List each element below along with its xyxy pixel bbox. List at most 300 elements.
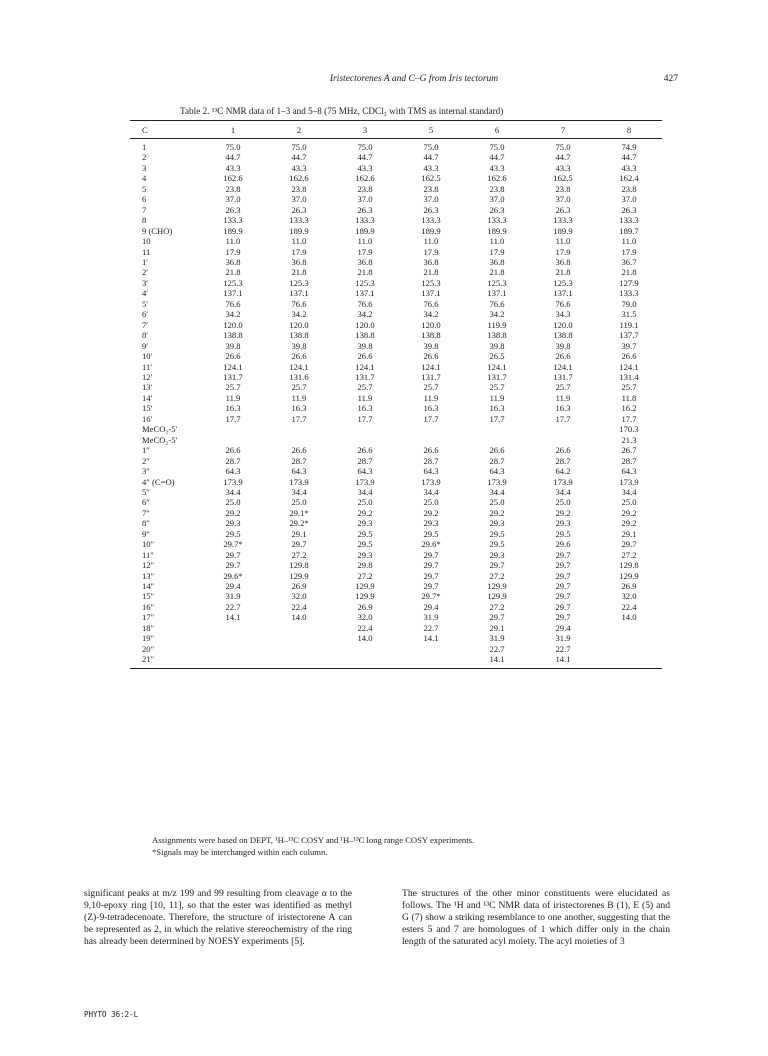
table-footnotes [152, 834, 474, 858]
shift-value: 36.8 [225, 256, 241, 267]
shift-value: 16.3 [423, 403, 439, 414]
shift-value [464, 424, 530, 434]
carbon-label: 6′ [142, 309, 149, 320]
shift-value: 26.3 [489, 204, 505, 215]
carbon-label: MeCO₂-5′ [142, 424, 178, 435]
shift-value: 162.6 [487, 173, 507, 184]
shift-value: 162.5 [421, 173, 441, 184]
shift-value: 29.7 [555, 570, 571, 581]
shift-value: 17.7 [423, 413, 439, 424]
shift-value [596, 623, 662, 633]
shift-value: 137.1 [289, 288, 309, 299]
shift-value: 29.4 [423, 601, 439, 612]
shift-value [266, 633, 332, 643]
shift-value: 64.3 [291, 466, 307, 477]
carbon-label: 13′ [142, 382, 153, 393]
shift-value: 25.7 [621, 382, 637, 393]
shift-value: 133.3 [553, 215, 573, 226]
shift-value: 79.0 [621, 298, 637, 309]
shift-value: 26.3 [357, 204, 373, 215]
shift-value: 29.7 [423, 581, 439, 592]
shift-value: 16.3 [555, 403, 571, 414]
column-header: 5 [428, 124, 434, 135]
shift-value: 17.7 [621, 413, 637, 424]
shift-value: 11.0 [357, 236, 373, 247]
column-header: 8 [626, 124, 632, 135]
shift-value: 27.2 [621, 549, 637, 560]
shift-value: 21.8 [621, 267, 637, 278]
shift-value: 74.9 [621, 142, 637, 152]
shift-value: 21.3 [621, 434, 637, 445]
shift-value: 124.1 [355, 361, 375, 372]
table-bottom-rule [130, 668, 662, 669]
carbon-label: 6″ [142, 497, 150, 508]
shift-value: 34.2 [291, 309, 307, 320]
carbon-label: 16′ [142, 413, 153, 424]
carbon-label: MeCO₂-5′ [142, 434, 178, 445]
carbon-label: 4 [142, 173, 147, 184]
shift-value: 22.4 [621, 601, 637, 612]
shift-value: 26.9 [357, 601, 373, 612]
shift-value: 11.0 [621, 236, 637, 247]
shift-value: 23.8 [357, 183, 373, 194]
carbon-label: 7″ [142, 507, 150, 518]
carbon-label: 5 [142, 183, 147, 194]
shift-value: 29.2 [489, 507, 505, 518]
table-row [130, 320, 662, 330]
shift-value: 29.7* [223, 539, 243, 550]
shift-value: 39.8 [489, 340, 505, 351]
carbon-label: 3″ [142, 466, 150, 477]
shift-value [266, 435, 332, 445]
shift-value: 36.8 [357, 256, 373, 267]
carbon-label: 9 (CHO) [142, 225, 173, 236]
shift-value: 29.7 [291, 539, 307, 550]
carbon-label: 4″ (C=O) [142, 476, 175, 487]
carbon-label: 9″ [142, 528, 150, 539]
body-paragraph-left: significant peaks at m/z 199 and 99 resulting from cleavage α to the 9,10-epoxy ring [10, 11], so that the ester was identified as methyl (Z)-9-tetradecenoate. Therefore, the structure of iristectorene A can be represented as 2, in which the relative stereochemistry of the ring has already been determined by NOESY experiments [5]. [84, 888, 352, 948]
shift-value: 124.1 [421, 361, 441, 372]
table-row [130, 539, 662, 549]
shift-value: 44.7 [423, 152, 439, 163]
shift-value: 29.5 [225, 528, 241, 539]
shift-value: 29.7 [489, 612, 505, 623]
shift-value: 34.2 [489, 309, 505, 320]
shift-value: 131.7 [421, 371, 441, 382]
carbon-label: 21″ [142, 654, 155, 665]
shift-value: 133.3 [421, 215, 441, 226]
shift-value: 44.7 [291, 152, 307, 163]
shift-value: 29.2 [555, 507, 571, 518]
table-row [130, 529, 662, 539]
shift-value: 29.2 [423, 507, 439, 518]
shift-value: 17.9 [555, 246, 571, 257]
shift-value: 29.6* [421, 539, 441, 550]
shift-value: 29.7 [423, 570, 439, 581]
shift-value: 131.6 [289, 371, 309, 382]
column-header: 2 [296, 124, 302, 135]
shift-value: 37.0 [489, 194, 505, 205]
shift-value: 29.1 [489, 622, 505, 633]
shift-value: 31.9 [225, 591, 241, 602]
shift-value: 11.0 [291, 236, 307, 247]
shift-value [596, 633, 662, 643]
table-header-rule [130, 138, 662, 139]
shift-value: 131.7 [223, 371, 243, 382]
shift-value: 14.1 [225, 612, 241, 623]
shift-value: 189.9 [223, 225, 243, 236]
table-row [130, 205, 662, 215]
shift-value: 29.7 [555, 612, 571, 623]
shift-value: 29.7 [225, 549, 241, 560]
shift-value: 138.8 [487, 330, 507, 341]
carbon-label: 6 [142, 194, 147, 205]
shift-value: 189.9 [355, 225, 375, 236]
shift-value: 75.0 [225, 142, 241, 152]
shift-value: 131.4 [619, 371, 639, 382]
shift-value: 29.3 [555, 518, 571, 529]
shift-value: 31.9 [489, 633, 505, 644]
shift-value: 27.2 [489, 570, 505, 581]
carbon-label: 7 [142, 204, 147, 215]
shift-value: 21.8 [291, 267, 307, 278]
shift-value: 37.0 [291, 194, 307, 205]
table-row [130, 267, 662, 277]
table-row [130, 142, 662, 152]
shift-value: 11.9 [423, 392, 439, 403]
table-row [130, 393, 662, 403]
shift-value: 25.0 [555, 497, 571, 508]
shift-value: 26.6 [225, 351, 241, 362]
shift-value [266, 623, 332, 633]
carbon-label: 11″ [142, 549, 154, 560]
shift-value: 43.3 [555, 162, 571, 173]
shift-value: 29.7* [421, 591, 441, 602]
shift-value: 25.7 [423, 382, 439, 393]
shift-value: 11.9 [555, 392, 571, 403]
shift-value: 17.7 [225, 413, 241, 424]
table-row [130, 163, 662, 173]
table-row [130, 560, 662, 570]
shift-value: 37.0 [555, 194, 571, 205]
table-row [130, 362, 662, 372]
shift-value: 37.0 [357, 194, 373, 205]
shift-value: 29.7 [225, 560, 241, 571]
table-row [130, 518, 662, 528]
shift-value [200, 633, 266, 643]
shift-value: 75.0 [555, 142, 571, 152]
shift-value: 137.1 [355, 288, 375, 299]
carbon-label: 18″ [142, 622, 155, 633]
shift-value: 43.3 [291, 162, 307, 173]
shift-value: 22.7 [225, 601, 241, 612]
table-row [130, 247, 662, 257]
shift-value: 14.1 [555, 654, 571, 665]
table-row [130, 299, 662, 309]
shift-value: 44.7 [357, 152, 373, 163]
shift-value: 16.2 [621, 403, 637, 414]
shift-value: 131.7 [553, 371, 573, 382]
shift-value: 34.3 [555, 309, 571, 320]
shift-value: 129.9 [355, 581, 375, 592]
table-row [130, 215, 662, 225]
carbon-label: 1 [142, 142, 147, 152]
shift-value: 16.3 [489, 403, 505, 414]
shift-value: 11.8 [621, 392, 637, 403]
table-row [130, 257, 662, 267]
shift-value: 29.3 [357, 549, 373, 560]
shift-value: 36.8 [291, 256, 307, 267]
table-row [130, 372, 662, 382]
carbon-label: 1″ [142, 445, 150, 456]
shift-value: 17.7 [555, 413, 571, 424]
shift-value: 25.7 [225, 382, 241, 393]
shift-value: 32.0 [621, 591, 637, 602]
shift-value: 29.7 [555, 601, 571, 612]
shift-value: 26.6 [357, 351, 373, 362]
carbon-label: 3′ [142, 277, 149, 288]
body-paragraph-right: The structures of the other minor constituents were elucidated as follows. The ¹H and ¹³C NMR data of iristectorenes B (1), E (5) and G (7) show a striking resemblance to one another, suggesting that the esters 5 and 7 are homologues of 1 which differ only in the chain length of the saturated acyl moiety. The acyl moieties of 3 [402, 888, 670, 948]
shift-value: 14.0 [621, 612, 637, 623]
shift-value: 129.9 [289, 570, 309, 581]
shift-value: 133.3 [487, 215, 507, 226]
shift-value: 29.7 [555, 560, 571, 571]
table-row [130, 623, 662, 633]
carbon-label: 12″ [142, 560, 155, 571]
shift-value: 16.3 [225, 403, 241, 414]
shift-value: 189.9 [421, 225, 441, 236]
shift-value: 29.2* [289, 518, 309, 529]
shift-value: 28.7 [621, 455, 637, 466]
shift-value: 23.8 [621, 183, 637, 194]
carbon-label: 15′ [142, 403, 153, 414]
shift-value: 26.6 [555, 351, 571, 362]
carbon-label: 9′ [142, 340, 149, 351]
shift-value: 23.8 [225, 183, 241, 194]
shift-value: 32.0 [357, 612, 373, 623]
shift-value: 34.4 [555, 486, 571, 497]
shift-value [596, 644, 662, 654]
shift-value [530, 435, 596, 445]
shift-value: 124.1 [487, 361, 507, 372]
footnote-interchange: *Signals may be interchanged within each column. [152, 847, 328, 857]
shift-value: 21.8 [357, 267, 373, 278]
shift-value: 26.6 [291, 445, 307, 456]
carbon-label: 2″ [142, 455, 150, 466]
shift-value: 26.3 [225, 204, 241, 215]
shift-value: 173.9 [355, 476, 375, 487]
shift-value: 75.0 [489, 142, 505, 152]
shift-value: 17.7 [291, 413, 307, 424]
table-row [130, 602, 662, 612]
shift-value: 173.9 [619, 476, 639, 487]
shift-value: 34.2 [225, 309, 241, 320]
shift-value: 25.0 [225, 497, 241, 508]
shift-value: 29.3 [489, 518, 505, 529]
shift-value: 14.0 [291, 612, 307, 623]
shift-value [200, 644, 266, 654]
shift-value: 14.0 [357, 633, 373, 644]
shift-value: 133.3 [619, 288, 639, 299]
shift-value: 11.9 [489, 392, 505, 403]
shift-value: 36.8 [423, 256, 439, 267]
shift-value: 36.7 [621, 256, 637, 267]
shift-value: 120.0 [553, 319, 573, 330]
carbon-label: 14″ [142, 581, 155, 592]
page-number: 427 [663, 74, 678, 84]
carbon-label: 8′ [142, 330, 149, 341]
table-row [130, 309, 662, 319]
shift-value: 76.6 [423, 298, 439, 309]
shift-value: 138.8 [553, 330, 573, 341]
shift-value: 119.1 [619, 319, 639, 330]
table-row [130, 184, 662, 194]
shift-value: 127.9 [619, 277, 639, 288]
table-row [130, 644, 662, 654]
shift-value: 64.3 [621, 466, 637, 477]
table-row [130, 456, 662, 466]
carbon-label: 10″ [142, 539, 155, 550]
shift-value: 29.2 [621, 507, 637, 518]
shift-value: 34.4 [225, 486, 241, 497]
table-header-row [130, 121, 662, 138]
shift-value: 120.0 [421, 319, 441, 330]
shift-value: 39.8 [555, 340, 571, 351]
shift-value: 125.3 [223, 277, 243, 288]
carbon-label: 16″ [142, 601, 155, 612]
shift-value: 25.7 [555, 382, 571, 393]
shift-value: 28.7 [357, 455, 373, 466]
carbon-label: 1′ [142, 256, 149, 267]
shift-value: 64.3 [225, 466, 241, 477]
table-row [130, 654, 662, 664]
shift-value: 34.4 [423, 486, 439, 497]
shift-value: 29.7 [621, 539, 637, 550]
carbon-label: 12′ [142, 371, 153, 382]
shift-value: 11.0 [555, 236, 571, 247]
carbon-label: 2 [142, 152, 147, 163]
shift-value: 43.3 [423, 162, 439, 173]
shift-value: 137.1 [553, 288, 573, 299]
carbon-label: 13″ [142, 570, 155, 581]
shift-value: 25.7 [291, 382, 307, 393]
shift-value: 29.5 [555, 528, 571, 539]
shift-value: 31.9 [555, 633, 571, 644]
shift-value: 124.1 [619, 361, 639, 372]
shift-value: 43.3 [225, 162, 241, 173]
shift-value: 29.8 [357, 560, 373, 571]
shift-value: 28.7 [423, 455, 439, 466]
shift-value: 137.7 [619, 330, 639, 341]
shift-value: 43.3 [621, 162, 637, 173]
shift-value: 28.7 [291, 455, 307, 466]
shift-value: 29.1 [291, 528, 307, 539]
table-row [130, 288, 662, 298]
shift-value: 133.3 [289, 215, 309, 226]
shift-value: 43.3 [357, 162, 373, 173]
shift-value: 29.7 [555, 591, 571, 602]
shift-value [464, 435, 530, 445]
shift-value [200, 623, 266, 633]
shift-value: 37.0 [225, 194, 241, 205]
shift-value: 22.4 [357, 622, 373, 633]
shift-value: 23.8 [555, 183, 571, 194]
shift-value: 11.0 [423, 236, 439, 247]
shift-value: 29.7 [489, 560, 505, 571]
shift-value: 29.5 [489, 528, 505, 539]
shift-value: 17.9 [423, 246, 439, 257]
running-title: Iristectorenes A and C–G from Iris tectorum [329, 74, 499, 84]
shift-value: 162.6 [355, 173, 375, 184]
shift-value: 131.7 [487, 371, 507, 382]
carbon-label: 14′ [142, 392, 153, 403]
shift-value: 39.8 [357, 340, 373, 351]
table-row [130, 477, 662, 487]
shift-value: 125.3 [421, 277, 441, 288]
shift-value: 26.6 [423, 445, 439, 456]
carbon-label: 17″ [142, 612, 155, 623]
table-row [130, 173, 662, 183]
shift-value: 129.8 [619, 560, 639, 571]
shift-value: 44.7 [621, 152, 637, 163]
shift-value: 125.3 [289, 277, 309, 288]
table-row [130, 403, 662, 413]
shift-value: 17.7 [357, 413, 373, 424]
carbon-label: 10′ [142, 351, 153, 362]
shift-value: 22.7 [555, 643, 571, 654]
carbon-label: 5′ [142, 298, 149, 309]
table-row [130, 581, 662, 591]
shift-value: 23.8 [291, 183, 307, 194]
shift-value: 14.1 [489, 654, 505, 665]
shift-value: 23.8 [423, 183, 439, 194]
shift-value: 26.6 [357, 445, 373, 456]
shift-value: 75.0 [423, 142, 439, 152]
shift-value: 26.6 [555, 445, 571, 456]
shift-value: 76.6 [225, 298, 241, 309]
shift-value: 125.3 [553, 277, 573, 288]
shift-value: 29.3 [357, 518, 373, 529]
running-header [150, 74, 678, 90]
shift-value: 129.9 [487, 591, 507, 602]
shift-value: 29.4 [225, 581, 241, 592]
shift-value: 129.8 [289, 560, 309, 571]
shift-value: 29.6 [555, 539, 571, 550]
shift-value: 16.3 [357, 403, 373, 414]
column-header: C [142, 124, 148, 135]
shift-value: 31.5 [621, 309, 637, 320]
shift-value: 64.3 [423, 466, 439, 477]
shift-value: 11.0 [489, 236, 505, 247]
table-row [130, 497, 662, 507]
table-row [130, 194, 662, 204]
shift-value: 11.9 [225, 392, 241, 403]
carbon-label: 19″ [142, 633, 155, 644]
shift-value: 17.9 [621, 246, 637, 257]
shift-value: 34.4 [357, 486, 373, 497]
shift-value: 29.1 [621, 528, 637, 539]
shift-value: 26.9 [291, 581, 307, 592]
shift-value: 124.1 [289, 361, 309, 372]
shift-value: 124.1 [223, 361, 243, 372]
shift-value: 131.7 [355, 371, 375, 382]
shift-value: 133.3 [223, 215, 243, 226]
table-row [130, 424, 662, 434]
table-row [130, 591, 662, 601]
shift-value: 21.8 [489, 267, 505, 278]
shift-value: 11.9 [357, 392, 373, 403]
shift-value: 26.3 [291, 204, 307, 215]
